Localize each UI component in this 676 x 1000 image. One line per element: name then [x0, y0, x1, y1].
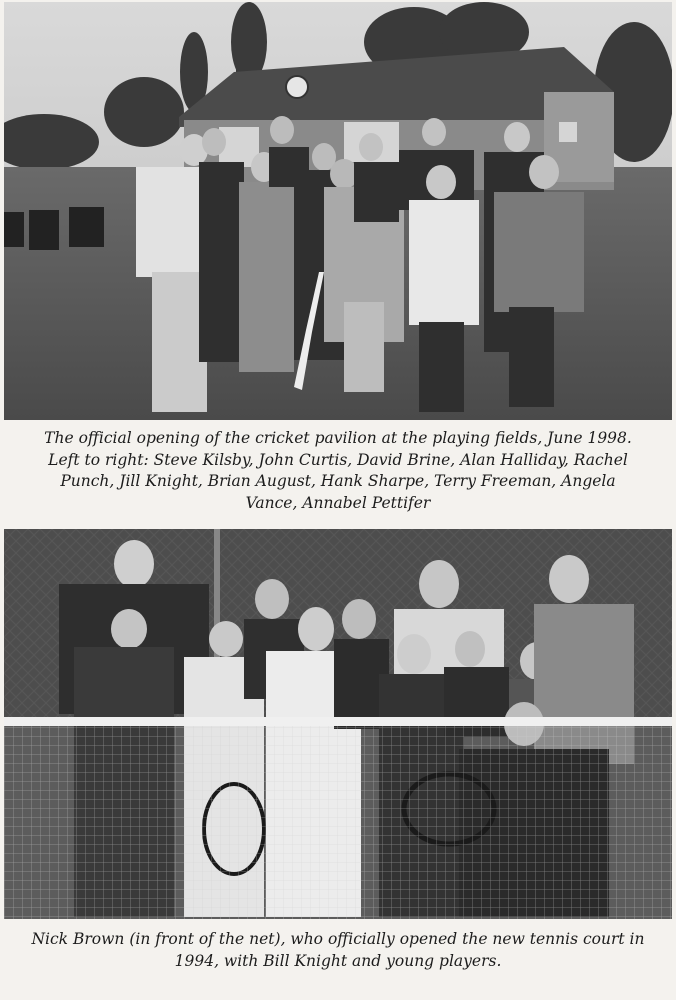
- tennis-court-image: [4, 529, 672, 919]
- caption-line: Vance, Annabel Pettifer: [245, 493, 431, 512]
- cricket-pavilion-image: [4, 2, 672, 420]
- caption-line: Punch, Jill Knight, Brian August, Hank Sharpe, Terry Freeman, Angela: [60, 472, 616, 490]
- cricket-pavilion-caption: [0, 428, 676, 514]
- caption-line: The official opening of the cricket pavilion at the playing fields, June 1998.: [44, 429, 632, 447]
- tennis-court-photo: [4, 529, 672, 919]
- cricket-pavilion-photo: [4, 2, 672, 420]
- tennis-court-caption: [0, 929, 676, 972]
- caption-line: Nick Brown (in front of the net), who officially opened the new tennis court in: [31, 930, 645, 948]
- caption-line: 1994, with Bill Knight and young players.: [174, 951, 502, 970]
- caption-line: Left to right: Steve Kilsby, John Curtis, David Brine, Alan Halliday, Rachel: [48, 450, 628, 469]
